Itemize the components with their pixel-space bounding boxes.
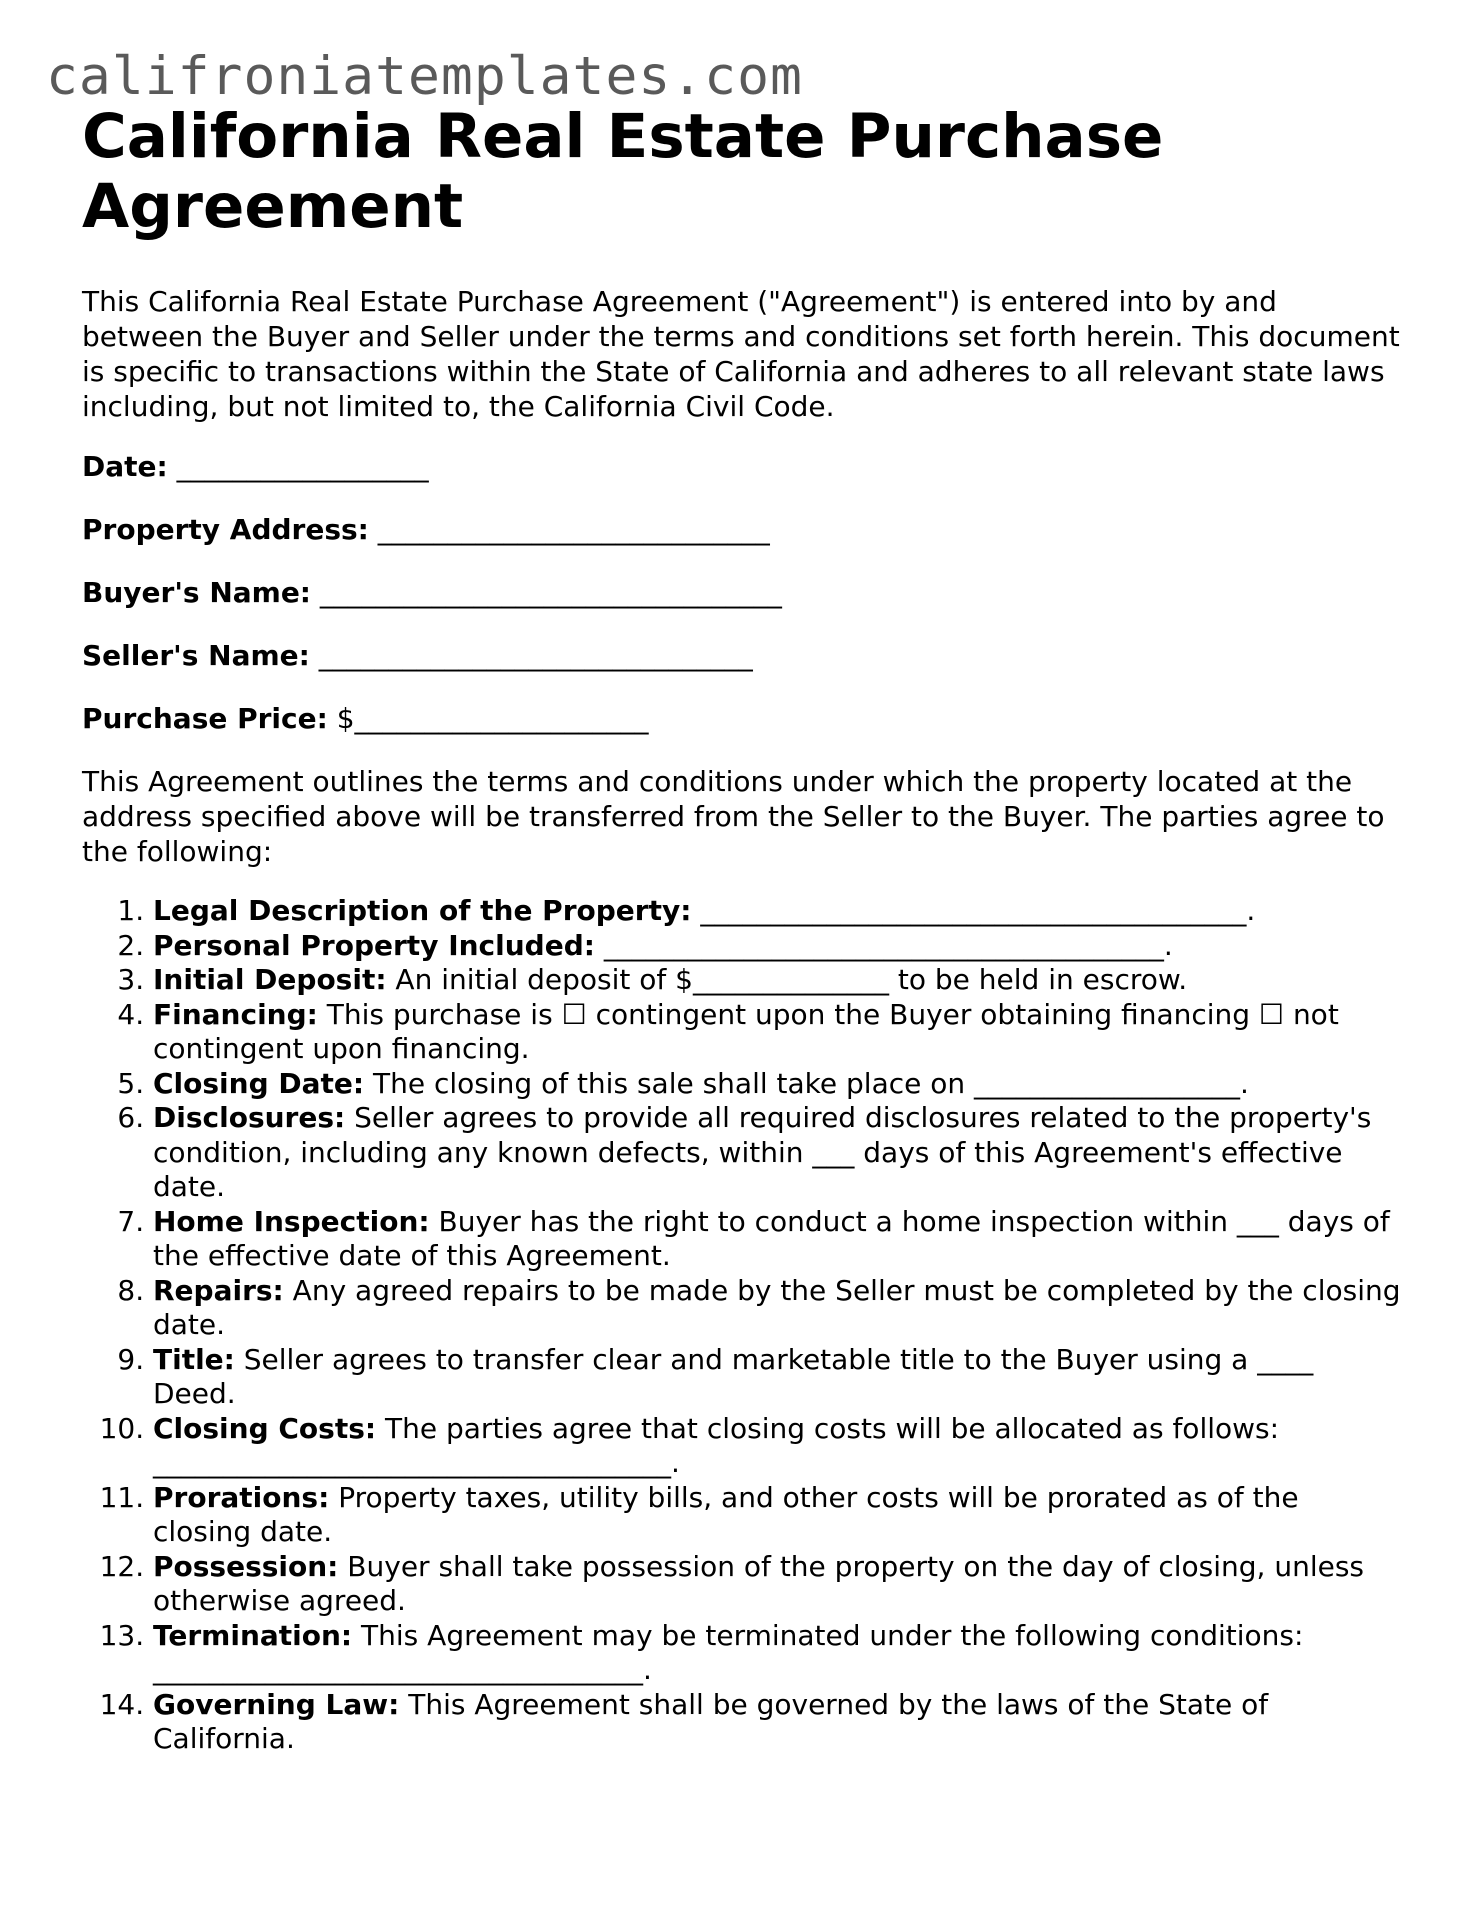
term-title: Closing Costs:	[153, 1411, 377, 1445]
term-title: Initial Deposit:	[153, 963, 387, 996]
term-title: Possession:	[153, 1549, 339, 1583]
list-item	[153, 1688, 1402, 1757]
list-item	[153, 1550, 1402, 1619]
term-title: Legal Description of the Property:	[153, 894, 692, 927]
field-blank: ____________________________	[368, 513, 770, 546]
field-label: Buyer's Name:	[82, 576, 312, 609]
list-item	[153, 929, 1402, 964]
term-text: Property taxes, utility bills, and other costs will be prorated as of the closing date.	[153, 1480, 1299, 1548]
list-item	[153, 1412, 1402, 1481]
term-text: The parties agree that closing costs will be allocated as follows: _____________________________________.	[153, 1411, 1280, 1479]
term-title: Title:	[153, 1342, 235, 1376]
term-text: This Agreement shall be governed by the laws of the State of California.	[153, 1687, 1269, 1755]
term-title: Repairs:	[153, 1273, 284, 1307]
field-label: Purchase Price:	[82, 702, 328, 735]
term-text: Seller agrees to transfer clear and marketable title to the Buyer using a ____ Deed.	[153, 1342, 1314, 1410]
term-title: Disclosures:	[153, 1101, 346, 1134]
list-item	[153, 1481, 1402, 1550]
term-text: _______________________________________.	[691, 894, 1256, 927]
term-text: An initial deposit of $______________ to be held in escrow.	[386, 963, 1188, 996]
list-item	[153, 1619, 1402, 1688]
term-text: Buyer shall take possession of the property on the day of closing, unless otherwise agreed.	[153, 1549, 1365, 1617]
term-title: Governing Law:	[153, 1687, 400, 1721]
term-title: Personal Property Included:	[153, 928, 595, 962]
buyer-name-field	[82, 575, 1402, 610]
list-item	[153, 998, 1402, 1067]
watermark: califroniatemplates.com	[46, 46, 803, 107]
date-field	[82, 449, 1402, 484]
list-item	[153, 1101, 1402, 1205]
term-text: Any agreed repairs to be made by the Seller must be completed by the closing date.	[153, 1273, 1401, 1341]
list-item	[153, 1067, 1402, 1102]
term-title: Home Inspection:	[153, 1204, 430, 1238]
term-text: Seller agrees to provide all required disclosures related to the property's condition, including any known defects, within ___ days of this Agreement's effective date.	[153, 1101, 1372, 1203]
term-text: ________________________________________.	[594, 928, 1173, 962]
field-label: Property Address:	[82, 513, 369, 546]
field-blank: _________________________________	[311, 576, 782, 609]
seller-name-field	[82, 638, 1402, 673]
terms-list	[82, 894, 1402, 1757]
term-text: The closing of this sale shall take place on ___________________.	[364, 1066, 1249, 1100]
field-label: Seller's Name:	[82, 639, 310, 672]
field-label: Date:	[82, 450, 168, 483]
intro-paragraph: This California Real Estate Purchase Agreement ("Agreement") is entered into by and between the Buyer and Seller under the terms and conditions set forth herein. This document is specific to transactions within the State of California and adheres to all relevant state laws including, but not limited to, the California Civil Code.	[82, 285, 1400, 423]
list-item	[153, 1274, 1402, 1343]
purchase-price-field	[82, 701, 1402, 736]
page-title: California Real Estate Purchase Agreement	[82, 101, 1164, 242]
list-item	[153, 894, 1402, 929]
term-title: Termination:	[153, 1618, 353, 1652]
document-page	[82, 102, 1402, 1757]
list-item	[153, 1343, 1402, 1412]
list-item	[153, 963, 1402, 998]
term-title: Closing Date:	[153, 1066, 365, 1100]
field-blank: $_____________________	[327, 702, 649, 735]
term-text: Buyer has the right to conduct a home inspection within ___ days of the effective date of this Agreement.	[153, 1204, 1390, 1272]
term-text: This purchase is ☐ contingent upon the Buyer obtaining financing ☐ not contingent upon financing.	[153, 997, 1339, 1065]
field-blank: __________________	[167, 450, 429, 483]
field-blank: _______________________________	[309, 639, 753, 672]
list-item	[153, 1205, 1402, 1274]
outline-paragraph: This Agreement outlines the terms and conditions under which the property located at the address specified above will be transferred from the Seller to the Buyer. The parties agree to the following:	[82, 765, 1385, 868]
term-title: Financing:	[153, 997, 318, 1031]
term-title: Prorations:	[153, 1480, 330, 1514]
property-address-field	[82, 512, 1402, 547]
term-text: This Agreement may be terminated under the following conditions: ___________________________________.	[153, 1618, 1304, 1686]
